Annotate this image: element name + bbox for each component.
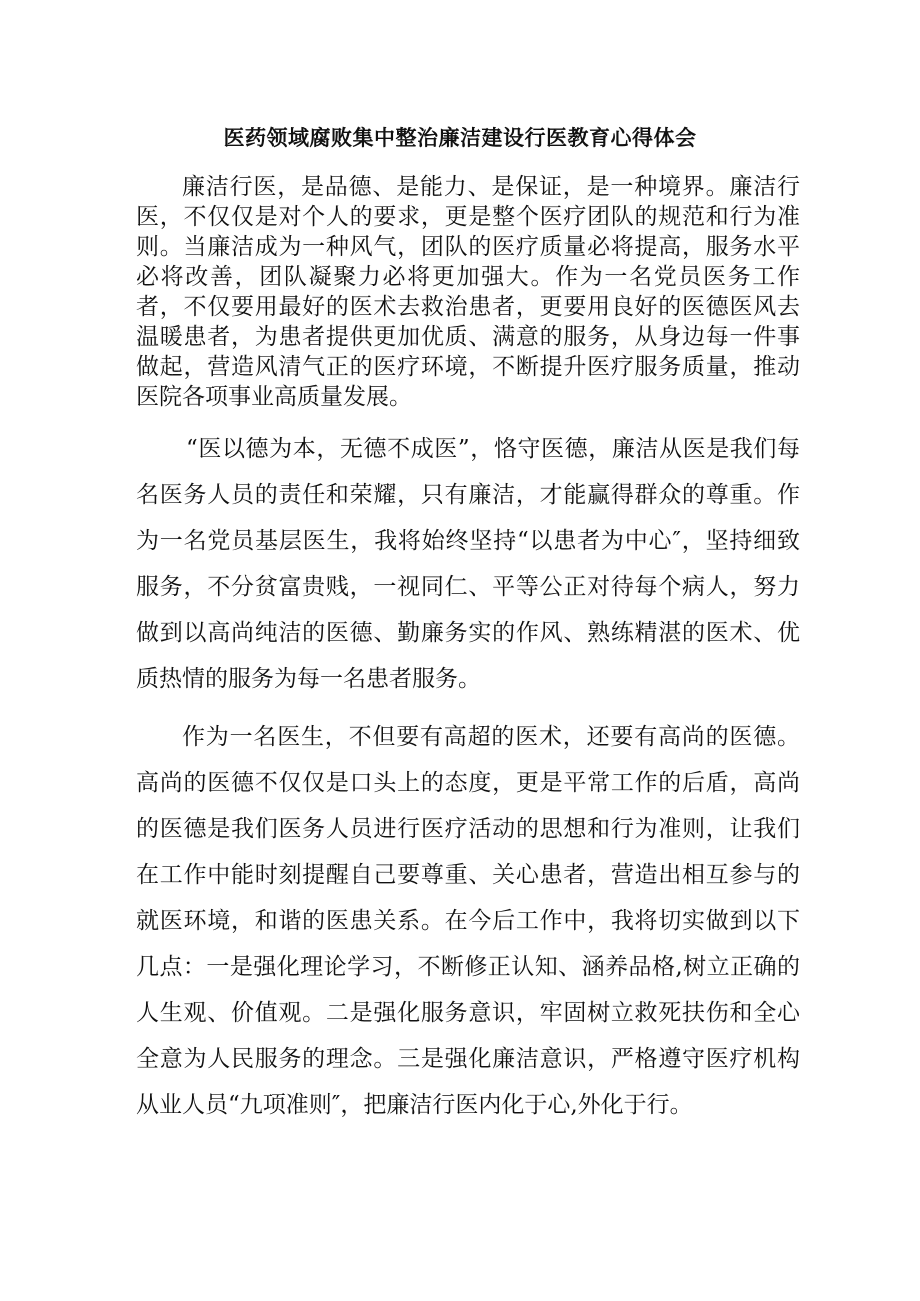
document-title: 医药领域腐败集中整治廉洁建设行医教育心得体会 — [223, 125, 697, 150]
paragraph-2: “医以德为本，无德不成医”，恪守医德，廉洁从医是我们每名医务人员的责任和荣耀，只有廉洁，才能赢得群众的尊重。作为一名党员基层医生，我将始终坚持“以患者为中心″，坚持细致服务，不分贫富贵贱，一视同仁、平等公正对待每个病人，努力做到以高尚纯洁的医德、勤廉务实的作风、熟练精湛的医术、优质热情的服务为每一名患者服务。 — [136, 436, 800, 692]
paragraph-3: 作为一名医生，不但要有高超的医术，还要有高尚的医德。高尚的医德不仅仅是口头上的态度，更是平常工作的后盾，高尚的医德是我们医务人员进行医疗活动的思想和行为准则，让我们在工作中能时刻提醒自己要尊重、关心患者，营造出相互参与的就医环境，和谐的医患关系。在今后工作中，我将切实做到以下几点：一是强化理论学习，不断修正认知、涵养品格,树立正确的人生观、价值观。二是强化服务意识，牢固树立救死扶伤和全心全意为人民服务的理念。三是强化廉洁意识，严格遵守医疗机构从业人员“九项准则″，把廉洁行医内化于心,外化于行。 — [136, 724, 800, 1118]
paragraph-1: 廉洁行医，是品德、是能力、是保证，是一种境界。廉洁行医，不仅仅是对个人的要求，更是整个医疗团队的规范和行为准则。当廉洁成为一种风气，团队的医疗质量必将提高，服务水平必将改善，团队凝聚力必将更加强大。作为一名党员医务工作者，不仅要用最好的医术去救治患者，更要用良好的医德医风去温暖患者，为患者提供更加优质、满意的服务，从身边每一件事做起，营造风清气正的医疗环境，不断提升医疗服务质量，推动医院各项事业高质量发展。 — [136, 174, 800, 410]
